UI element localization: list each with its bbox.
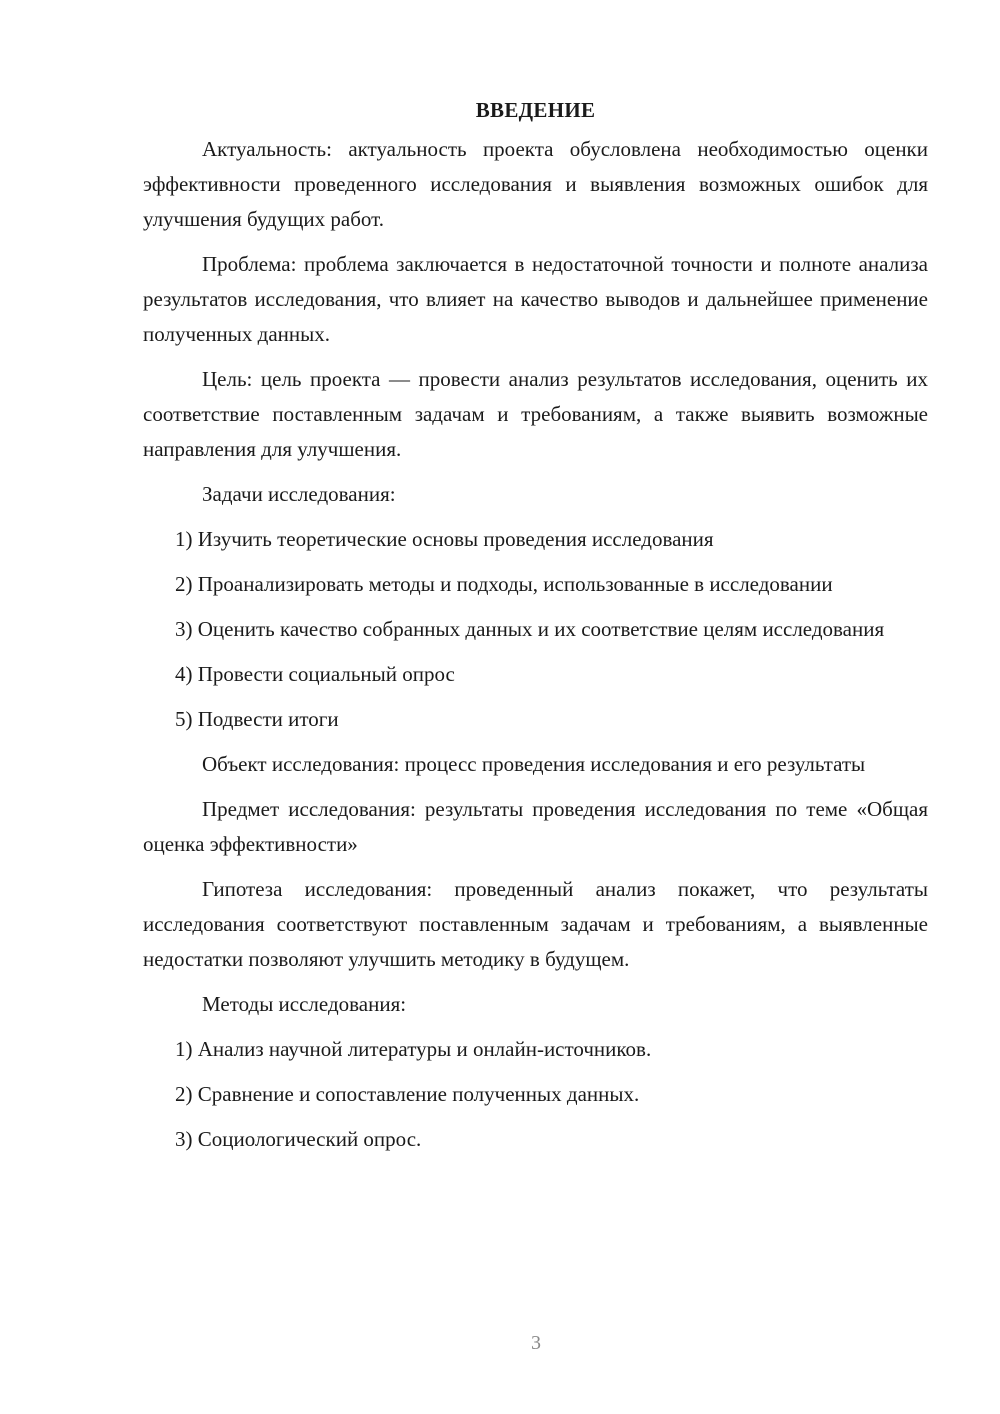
method-item-1: 1) Анализ научной литературы и онлайн-источников. xyxy=(175,1037,652,1061)
document-body xyxy=(143,92,928,1167)
subject-paragraph: Предмет исследования: результаты проведения исследования по теме «Общая оценка эффективности» xyxy=(143,797,928,856)
task-item-3: 3) Оценить качество собранных данных и их соответствие целям исследования xyxy=(175,617,885,641)
method-item-2: 2) Сравнение и сопоставление полученных данных. xyxy=(175,1082,640,1106)
method-item-3: 3) Социологический опрос. xyxy=(175,1127,422,1151)
hypothesis-paragraph: Гипотеза исследования: проведенный анализ покажет, что результаты исследования соответствуют поставленным задачам и требованиям, а выявленные недостатки позволяют улучшить методику в будущем. xyxy=(143,877,928,971)
tasks-heading: Задачи исследования: xyxy=(202,482,396,506)
relevance-paragraph: Актуальность: актуальность проекта обусловлена необходимостью оценки эффективности проведенного исследования и выявления возможных ошибок для улучшения будущих работ. xyxy=(143,137,928,231)
methods-heading: Методы исследования: xyxy=(202,992,407,1016)
task-item-4: 4) Провести социальный опрос xyxy=(175,662,455,686)
object-paragraph: Объект исследования: процесс проведения исследования и его результаты xyxy=(202,752,866,776)
task-item-2: 2) Проанализировать методы и подходы, использованные в исследовании xyxy=(175,572,833,596)
task-item-5: 5) Подвести итоги xyxy=(175,707,339,731)
task-item-1: 1) Изучить теоретические основы проведения исследования xyxy=(175,527,714,551)
page-number: 3 xyxy=(531,1332,541,1354)
goal-paragraph: Цель: цель проекта — провести анализ результатов исследования, оценить их соответствие поставленным задачам и требованиям, а также выявить возможные направления для улучшения. xyxy=(143,367,928,461)
page-title: ВВЕДЕНИЕ xyxy=(475,98,596,122)
problem-paragraph: Проблема: проблема заключается в недостаточной точности и полноте анализа результатов исследования, что влияет на качество выводов и дальнейшее применение полученных данных. xyxy=(143,252,928,346)
